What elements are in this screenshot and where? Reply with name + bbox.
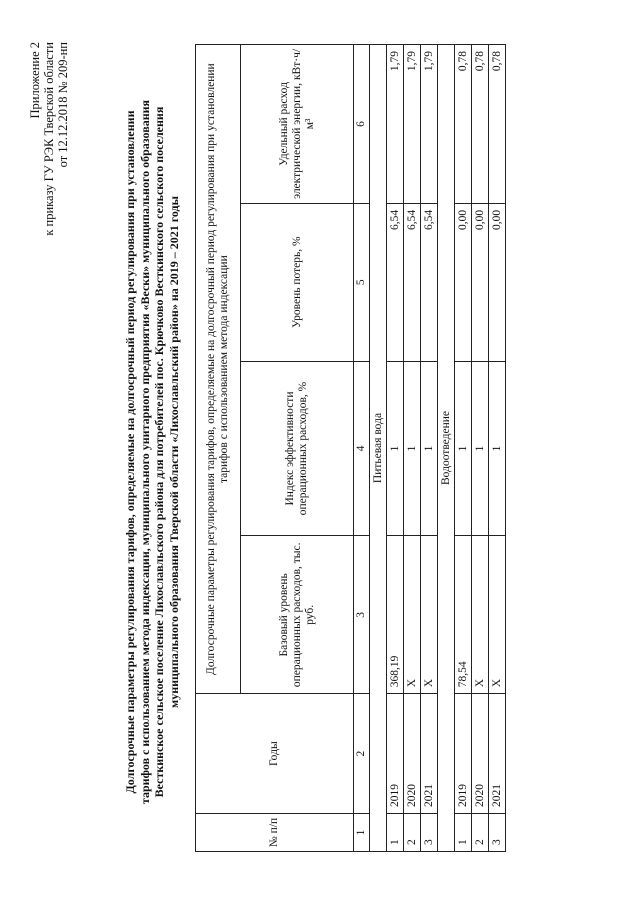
cell-base-level: 368,19	[387, 536, 404, 694]
section-title-wastewater: Водоотведение	[438, 45, 455, 852]
table-row	[404, 45, 421, 852]
cell-number: 1	[455, 814, 472, 852]
cell-year: 2020	[472, 694, 489, 814]
table-row	[472, 45, 489, 852]
table-row	[489, 45, 506, 852]
cell-number: 2	[404, 814, 421, 852]
document-heading	[123, 58, 181, 846]
column-number: 2	[354, 694, 370, 814]
cell-efficiency-index: 1	[489, 361, 506, 536]
tariff-parameters-table	[195, 44, 506, 852]
cell-number: 3	[421, 814, 438, 852]
header-efficiency-index: Индекс эффективности операционных расходов, %	[241, 361, 354, 536]
cell-energy-consumption: 1,79	[421, 45, 438, 204]
cell-efficiency-index: 1	[421, 361, 438, 536]
cell-energy-consumption: 0,78	[455, 45, 472, 204]
cell-efficiency-index: 1	[455, 361, 472, 536]
cell-base-level: 78,54	[455, 536, 472, 694]
cell-base-level: Х	[489, 536, 506, 694]
cell-loss-level: 0,00	[489, 203, 506, 361]
cell-energy-consumption: 0,78	[472, 45, 489, 204]
column-number: 5	[354, 203, 370, 361]
header-years: Годы	[196, 694, 354, 814]
cell-loss-level: 6,54	[404, 203, 421, 361]
header-base-level: Базовый уровень операционных расходов, тыс. руб.	[241, 536, 354, 694]
cell-efficiency-index: 1	[472, 361, 489, 536]
cell-energy-consumption: 0,78	[489, 45, 506, 204]
heading-line: муниципального образования Тверской области «Лихославльский район» на 2019 – 2021 годы	[166, 196, 181, 708]
table-row	[421, 45, 438, 852]
cell-loss-level: 6,54	[421, 203, 438, 361]
cell-number: 2	[472, 814, 489, 852]
cell-number: 3	[489, 814, 506, 852]
table-row	[387, 45, 404, 852]
section-title-drinking-water: Питьевая вода	[370, 45, 387, 852]
cell-base-level: Х	[421, 536, 438, 694]
column-number: 1	[354, 814, 370, 852]
appendix-date: от 12.12.2018 № 209-нп	[56, 42, 70, 168]
cell-year: 2020	[404, 694, 421, 814]
cell-year: 2021	[489, 694, 506, 814]
heading-line: Долгосрочные параметры регулирования тарифов, определяемые на долгосрочный период регулирования при установлении	[123, 110, 137, 794]
heading-line: тарифов с использованием метода индексации, муниципального унитарного предприятия «Вески» муниципального образования	[137, 99, 152, 805]
header-number: № п/п	[196, 814, 354, 852]
cell-loss-level: 0,00	[472, 203, 489, 361]
cell-efficiency-index: 1	[387, 361, 404, 536]
cell-base-level: Х	[404, 536, 421, 694]
appendix-order: к приказу ГУ РЭК Тверской области	[42, 42, 56, 236]
cell-loss-level: 6,54	[387, 203, 404, 361]
cell-base-level: Х	[472, 536, 489, 694]
cell-year: 2019	[455, 694, 472, 814]
appendix-number: Приложение 2	[28, 42, 42, 119]
header-group: Долгосрочные параметры регулирования тарифов, определяемые на долгосрочный период регулирования при установлении тарифов с использованием метода индексации	[196, 45, 241, 694]
cell-efficiency-index: 1	[404, 361, 421, 536]
cell-year: 2019	[387, 694, 404, 814]
cell-loss-level: 0,00	[455, 203, 472, 361]
cell-year: 2021	[421, 694, 438, 814]
heading-line: Весткинское сельское поселение Лихославльского района для потребителей пос. Крючково Весткинского сельского поселения	[152, 106, 166, 798]
header-loss-level: Уровень потерь, %	[241, 203, 354, 361]
column-number: 3	[354, 536, 370, 694]
cell-energy-consumption: 1,79	[404, 45, 421, 204]
cell-number: 1	[387, 814, 404, 852]
cell-energy-consumption: 1,79	[387, 45, 404, 204]
table-row	[455, 45, 472, 852]
appendix-reference	[28, 42, 70, 236]
column-number: 4	[354, 361, 370, 536]
header-energy-consumption: Удельный расход электрической энергии, кВт·ч/м³	[241, 45, 354, 204]
column-number: 6	[354, 45, 370, 204]
